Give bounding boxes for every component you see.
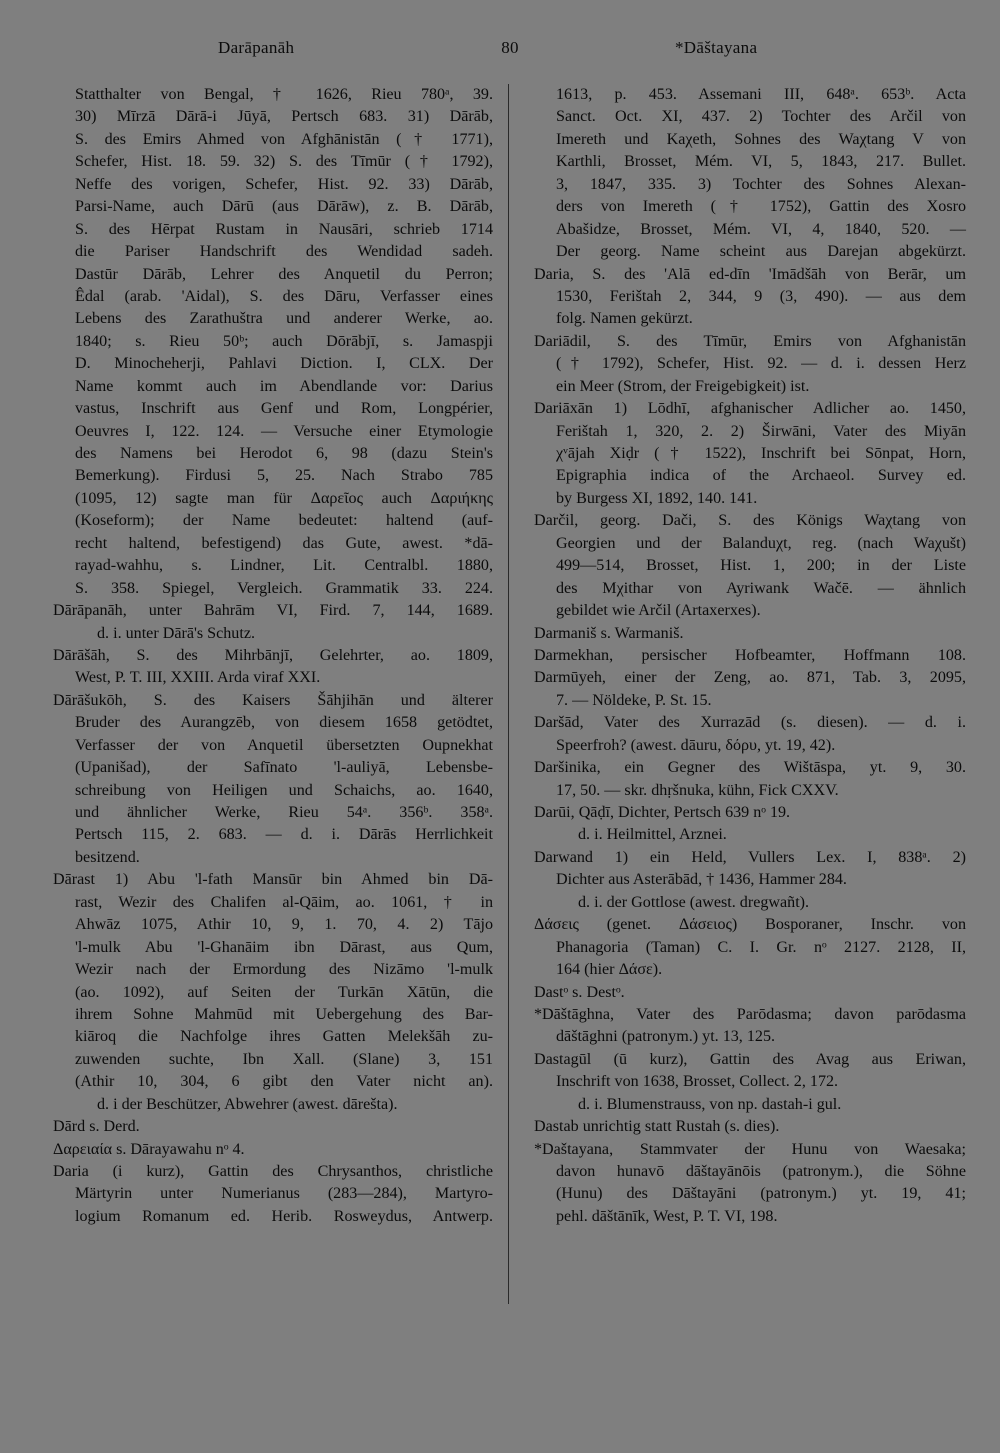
text-line: Darčil, georg. Dači, S. des Königs Waχtang von [534, 512, 966, 530]
text-line: S. 358. Spiegel, Vergleich. Grammatik 33. 224. [75, 579, 493, 597]
text-line: χᵛājah Xiḍr († 1522), Inschrift bei Sōnpat, Horn, [556, 445, 966, 462]
text-line: Dariādil, S. des Tīmūr, Emirs von Afghanistān [534, 332, 966, 350]
text-line: († 1792), Schefer, Hist. 92. — d. i. dessen Herz [556, 355, 966, 373]
text-line: zuwenden suchte, Ibn Xall. (Slane) 3, 151 [75, 1050, 493, 1068]
text-line: 'l-mulk Abu 'l-Ghanāim ibn Dārast, aus Qum, [75, 938, 493, 956]
text-line: Karthli, Brosset, Mém. VI, 5, 1843, 217. Bullet. [556, 153, 966, 171]
text-line: Dastab unrichtig statt Rustah (s. dies). [534, 1118, 780, 1136]
text-line: 164 (hier Δάσε). [556, 961, 663, 979]
text-line: Êdal (arab. 'Aidal), S. des Dāru, Verfasser eines [75, 287, 493, 305]
text-line: Dariāxān 1) Lōdhī, afghanischer Adlicher ao. 1450, [534, 400, 966, 418]
text-line: Dastagūl (ū kurz), Gattin des Avag aus Eriwan, [534, 1050, 966, 1068]
text-line: 1840; s. Rieu 50ᵇ; auch Dōrābjī, s. Jamaspji [75, 332, 493, 350]
text-line: 3, 1847, 335. 3) Tochter des Sohnes Alexan- [556, 175, 966, 193]
text-line: kiāroq die Nachfolge ihres Gatten Melekšāh zu- [75, 1028, 493, 1046]
text-line: Phanagoria (Taman) C. I. Gr. nᵒ 2127. 2128, II, [556, 938, 966, 956]
text-line: recht haltend, befestigend) das Gute, awest. *dā- [75, 534, 493, 552]
text-line: Daršād, Vater des Xurrazād (s. diesen). — d. i. [534, 714, 966, 732]
text-line: Georgien und der Balanduχt, reg. (nach Waχušt) [556, 534, 966, 552]
text-line: by Burgess XI, 1892, 140. 141. [556, 489, 758, 507]
text-line: Darmūyeh, einer der Zeng, ao. 871, Tab. 3, 2095, [534, 669, 966, 687]
text-line: rast, Wezir des Chalifen al-Qāim, ao. 1061, † in [75, 893, 493, 911]
text-line: Inschrift von 1638, Brosset, Collect. 2, 172. [556, 1073, 839, 1091]
text-line: rayad-wahhu, s. Lindner, Lit. Centralbl. 1880, [75, 557, 493, 575]
text-line: Der georg. Name scheint aus Darejan abgekürzt. [556, 243, 966, 261]
text-line: Verfasser der von Anquetil übersetzten Oupnekhat [75, 736, 493, 754]
text-line: Δαρειαία s. Dārayawahu nᵒ 4. [53, 1140, 245, 1158]
text-line: Oeuvres I, 122. 124. — Versuche einer Etymologie [75, 422, 493, 440]
text-line: West, P. T. III, XXIII. Arda viraf XXI. [75, 669, 321, 687]
text-line: (ao. 1092), auf Seiten der Turkān Xātūn, die [75, 983, 493, 1001]
text-line: Darmekhan, persischer Hofbeamter, Hoffmann 108. [534, 646, 966, 664]
text-line: Dastūr Dārāb, Lehrer des Anquetil du Perron; [75, 265, 493, 283]
text-line: S. des Hērpat Rustam in Nausāri, schrieb 1714 [75, 220, 493, 238]
text-line: Dārāšukōh, S. des Kaisers Šāhjihān und älterer [53, 691, 493, 709]
text-line: *Dāštāghna, Vater des Parōdasma; davon parōdasma [534, 1005, 966, 1023]
text-line: 499—514, Brosset, Hist. 1, 200; in der Liste [556, 557, 966, 575]
text-line: Dichter aus Asterābād, † 1436, Hammer 284. [556, 871, 847, 889]
text-line: Dārāpanāh, unter Bahrām VI, Fird. 7, 144, 1689. [53, 602, 493, 620]
text-line: Epigraphia indica of the Archaeol. Survey ed. [556, 467, 966, 485]
text-line: 1613, p. 453. Assemani III, 648ᵃ. 653ᵇ. Acta [556, 86, 966, 103]
text-line: besitzend. [75, 848, 140, 866]
text-line: logium Romanum ed. Herib. Rosweydus, Antwerp. [75, 1207, 493, 1225]
text-line: d. i. Heilmittel, Arznei. [578, 826, 727, 844]
text-line: gebildet wie Arčil (Artaxerxes). [556, 602, 761, 620]
text-line: Neffe des vorigen, Schefer, Hist. 92. 33) Dārāb, [75, 175, 493, 193]
text-line: d. i. Blumenstrauss, von np. dastah-i gul. [578, 1095, 842, 1113]
text-line: ders von Imereth († 1752), Gattin des Xosro [556, 198, 966, 216]
running-head-right: *Dāštayana [675, 38, 758, 57]
text-line: Parsi-Name, auch Dārū (aus Dārāw), z. B. Dārāb, [75, 198, 493, 216]
text-line: Dārd s. Derd. [53, 1118, 140, 1136]
column-divider [508, 84, 509, 1304]
text-line: Dastᵒ s. Destᵒ. [534, 983, 625, 1001]
text-line: Darwand 1) ein Held, Vullers Lex. I, 838ᵃ. 2) [534, 848, 966, 866]
left-column [53, 84, 493, 1228]
text-line: Ahwāz 1075, Athir 10, 9, 1. 70, 4. 2) Tājo [75, 916, 493, 934]
text-line: D. Minocheherji, Pahlavi Diction. I, CLX. Der [75, 355, 493, 373]
right-column [534, 84, 966, 1228]
text-line: Darmaniš s. Warmaniš. [534, 624, 684, 642]
text-line: Imereth und Kaχeth, Sohnes des Waχtang V von [556, 130, 966, 148]
text-line: (Upanišad), der Safīnato 'l-auliyā, Lebensbe- [75, 759, 493, 777]
text-line: 30) Mīrzā Dārā-i Jūyā, Pertsch 683. 31) Dārāb, [75, 108, 493, 126]
text-line: Bemerkung). Firdusi 5, 25. Nach Strabo 785 [75, 467, 493, 485]
text-line: Speerfroh? (awest. dāuru, δόρυ, yt. 19, 42). [556, 736, 836, 754]
text-line: Name kommt auch im Abendlande vor: Darius [75, 377, 493, 395]
text-line: (1095, 12) sagte man für Δαρεῖος auch Δαριήκης [75, 489, 493, 507]
text-line: Märtyrin unter Numerianus (283—284), Martyro- [75, 1185, 493, 1203]
text-line: Daria, S. des 'Alā ed-dīn 'Imādšāh von Berār, um [534, 265, 966, 283]
running-head-left: Darāpanāh [218, 38, 295, 57]
text-line: die Pariser Handschrift des Wendidad sadeh. [75, 243, 493, 261]
text-line: Pertsch 115, 2. 683. — d. i. Dārās Herrlichkeit [75, 826, 493, 844]
page-number: 80 [501, 38, 519, 57]
text-line: Bruder des Aurangzēb, von diesem 1658 getödtet, [75, 714, 493, 732]
text-line: 1530, Ferištah 2, 344, 9 (3, 490). — aus dem [556, 287, 966, 305]
text-line: 7. — Nöldeke, P. St. 15. [556, 691, 712, 709]
text-line: ihrem Sohne Mahmūd mit Uebergehung des Bar- [75, 1005, 493, 1023]
text-line: ein Meer (Strom, der Freigebigkeit) ist. [556, 377, 810, 395]
text-line: d. i der Beschützer, Abwehrer (awest. dārešta). [97, 1095, 398, 1113]
text-line: des Namens bei Herodot 6, 98 (dazu Stein's [75, 445, 493, 462]
text-line: Dārāšāh, S. des Mihrbānjī, Gelehrter, ao. 1809, [53, 646, 493, 664]
text-line: d. i. unter Dārā's Schutz. [97, 624, 255, 642]
text-line: 17, 50. — skr. dhṛšnuka, kühn, Fick CXXV. [556, 781, 839, 799]
text-line: Schefer, Hist. 18. 59. 32) S. des Tīmūr († 1792), [75, 153, 493, 171]
text-line: Wezir nach der Ermordung des Nizāmo 'l-mulk [75, 961, 493, 979]
text-line: des Mχithar von Ayriwank Wačē. — ähnlich [556, 579, 966, 597]
text-line: Abašidze, Brosset, Mém. VI, 4, 1840, 520. — [556, 220, 966, 238]
text-line: vastus, Inschrift aus Genf und Rom, Longpérier, [75, 400, 493, 418]
text-line: Δάσεις (genet. Δάσειος) Bosporaner, Inschr. von [534, 916, 966, 934]
text-line: (Athir 10, 304, 6 gibt den Vater nicht an). [75, 1073, 493, 1091]
text-line: d. i. der Gottlose (awest. dregwañt). [578, 893, 810, 911]
text-line: Sanct. Oct. XI, 437. 2) Tochter des Arčil von [556, 108, 966, 126]
text-line: Statthalter von Bengal, † 1626, Rieu 780ᵃ, 39. [75, 86, 493, 103]
text-line: Darūi, Qāḍī, Dichter, Pertsch 639 nᵒ 19. [534, 804, 791, 821]
text-line: Daršinika, ein Gegner des Wištāspa, yt. 9, 30. [534, 759, 966, 777]
text-line: (Koseform); der Name bedeutet: haltend (auf- [75, 512, 493, 530]
text-line: folg. Namen gekürzt. [556, 310, 693, 328]
text-line: S. des Emirs Ahmed von Afghānistān († 1771), [75, 130, 493, 148]
text-line: pehl. dāštānīk, West, P. T. VI, 198. [556, 1207, 778, 1225]
text-line: dāštāghni (patronym.) yt. 13, 125. [556, 1028, 776, 1046]
text-line: Dārast 1) Abu 'l-fath Mansūr bin Ahmed bin Dā- [53, 871, 493, 889]
text-line: schreibung von Heiligen und Schaichs, ao. 1640, [75, 781, 493, 799]
text-line: und ähnlicher Werke, Rieu 54ᵃ. 356ᵇ. 358ᵃ. [75, 804, 493, 821]
text-line: davon hunavō dāštayānōis (patronym.), die Söhne [556, 1163, 966, 1180]
text-line: Lebens des Zarathuštra und anderer Werke, ao. [75, 310, 493, 328]
text-line: *Daštayana, Stammvater der Hunu von Waesaka; [534, 1140, 966, 1158]
text-line: (Hunu) des Dāštayāni (patronym.) yt. 19, 41; [556, 1185, 966, 1203]
text-line: Daria (i kurz), Gattin des Chrysanthos, christliche [53, 1163, 493, 1180]
text-line: Ferištah 1, 320, 2. 2) Širwāni, Vater des Miyān [556, 422, 966, 440]
